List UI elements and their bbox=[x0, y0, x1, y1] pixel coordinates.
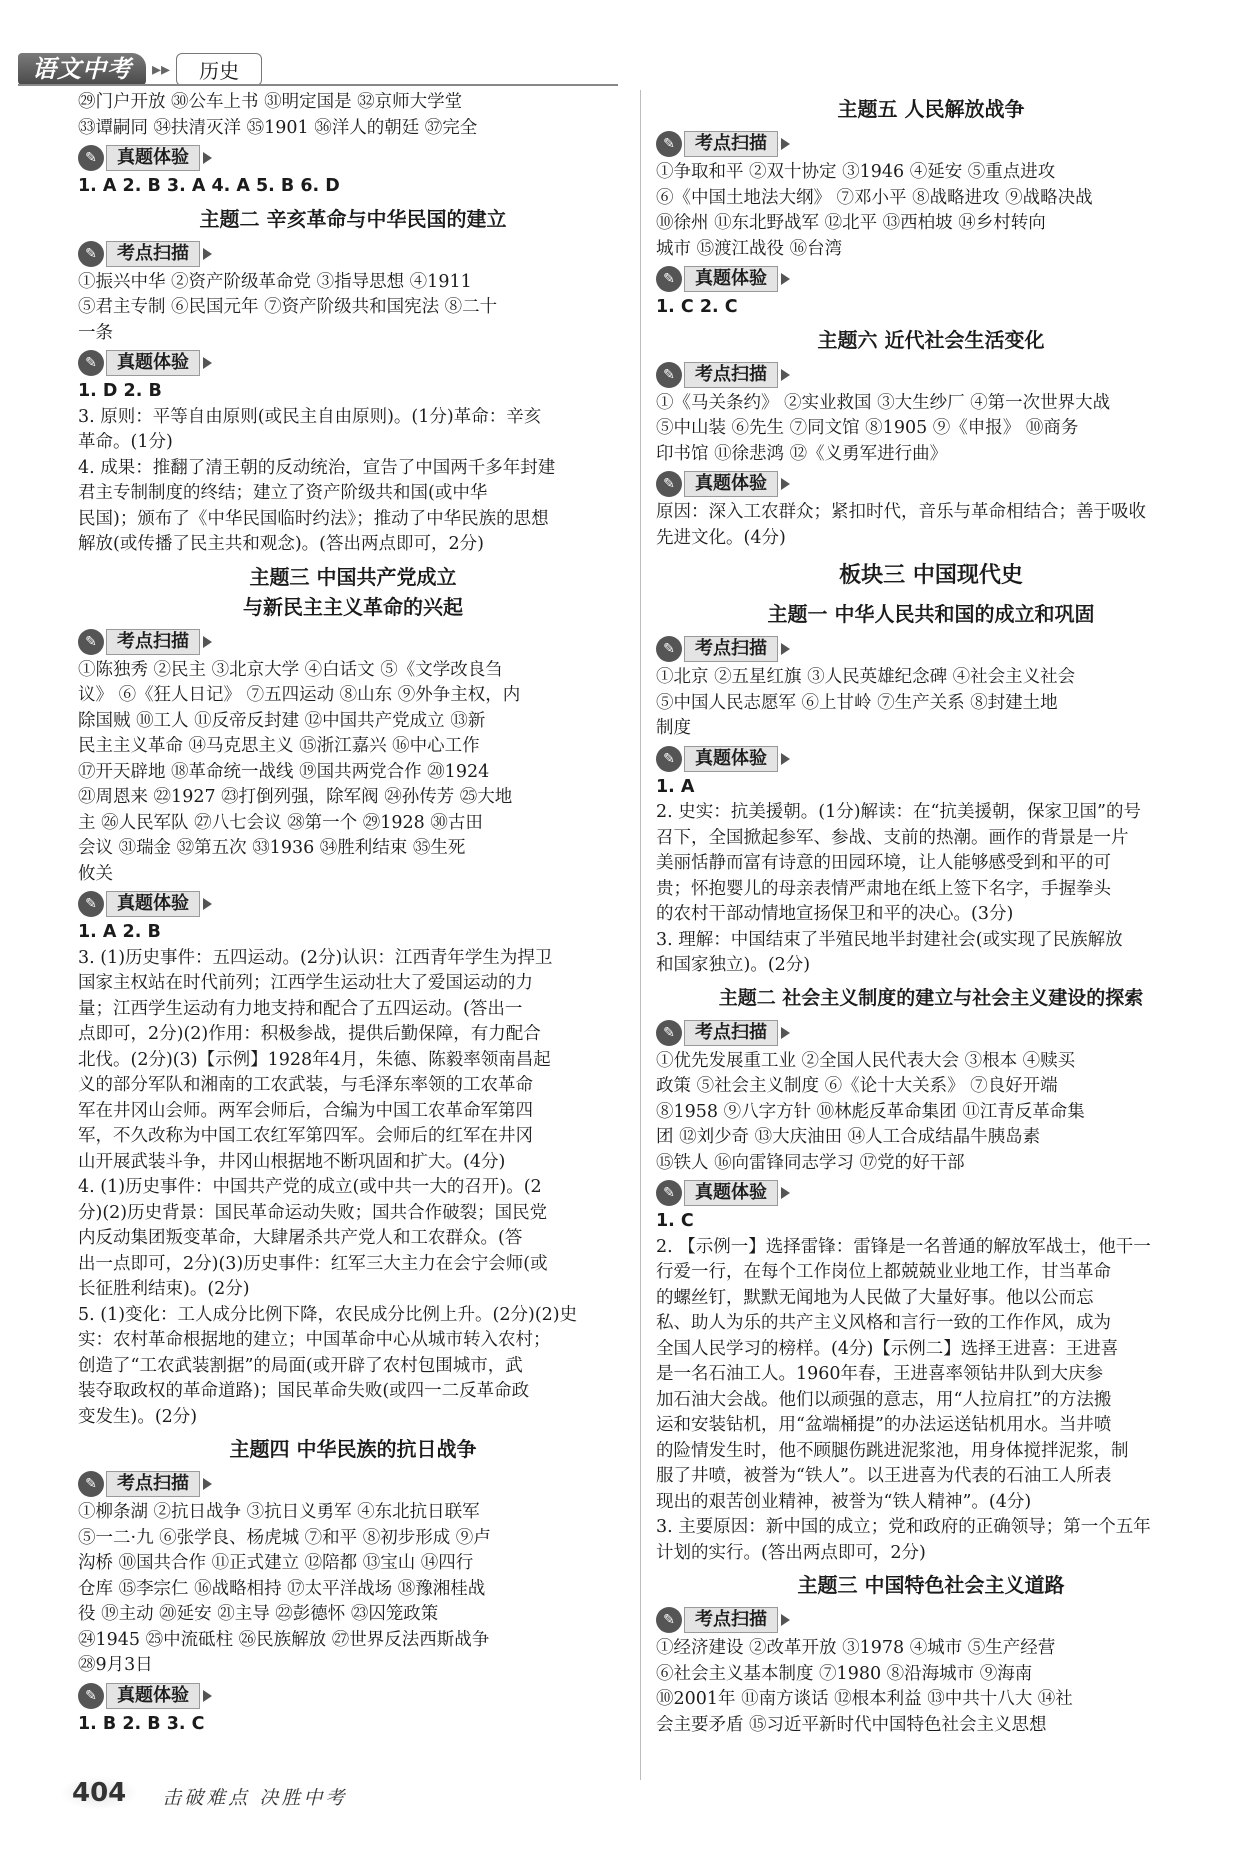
triangle-icon bbox=[781, 273, 790, 285]
text-line: ⑰开天辟地 ⑱革命统一战线 ⑲国共两党合作 ⑳1924 bbox=[78, 761, 490, 782]
text-line: 会议 ㉛瑞金 ㉜第五次 ㉝1936 ㉞胜利结束 ㉟生死 bbox=[78, 838, 466, 858]
section-tag-exp bbox=[78, 349, 628, 377]
text-line: 的螺丝钉，默默无闻地为人民做了大量好事。他以公而忘 bbox=[656, 1287, 1094, 1308]
text-line: ⑧1958 ⑨八字方针 ⑩林彪反革命集团 ⑪江青反革命集 bbox=[656, 1101, 1085, 1122]
text-line: 军，不久改称为中国工农红军第四军。会师后的红军在井冈 bbox=[78, 1126, 533, 1146]
triangle-icon bbox=[781, 753, 790, 765]
text-line: ⑥社会主义基本制度 ⑦1980 ⑧沿海城市 ⑨海南 bbox=[656, 1663, 1033, 1684]
pen-icon: ✎ bbox=[656, 131, 682, 157]
triangle-icon bbox=[203, 357, 212, 369]
pen-icon: ✎ bbox=[78, 1683, 104, 1709]
text-line: 实：农村革命根据地的建立；中国革命中心从城市转入农村； bbox=[78, 1330, 551, 1350]
pen-icon: ✎ bbox=[78, 891, 104, 917]
text-line: 贵；怀抱婴儿的母亲表情严肃地在纸上签下名字，手握拳头 bbox=[656, 878, 1111, 899]
subject-label: 历史 bbox=[176, 53, 262, 86]
text-line: 4. 成果：推翻了清王朝的反动统治，宣告了中国两千多年封建 bbox=[78, 457, 556, 478]
triangle-icon bbox=[203, 152, 212, 164]
page-footer bbox=[60, 1776, 347, 1810]
pen-icon: ✎ bbox=[656, 362, 682, 388]
triangle-icon bbox=[203, 1690, 212, 1702]
text-line: ㉔1945 ㉕中流砥柱 ㉖民族解放 ㉗世界反法西斯战争 bbox=[78, 1629, 490, 1650]
section-tag-scan bbox=[78, 1470, 628, 1498]
text-line: 攸关 bbox=[78, 863, 113, 884]
tag-label: 考点扫描 bbox=[684, 1607, 778, 1633]
triangle-icon bbox=[781, 1187, 790, 1199]
pen-icon: ✎ bbox=[78, 241, 104, 267]
text-line: 役 ⑲主动 ⑳延安 ㉑主导 ㉒彭德怀 ㉓囚笼政策 bbox=[78, 1604, 439, 1624]
text-line: 创造了“工农武装割据”的局面(或开辟了农村包围城市，武 bbox=[78, 1355, 523, 1376]
text-line: 一条 bbox=[78, 322, 113, 343]
section-tag-scan bbox=[78, 628, 628, 656]
text-line: ⑩徐州 ⑪东北野战军 ⑫北平 ⑬西柏坡 ⑭乡村转向 bbox=[656, 213, 1046, 233]
pen-icon: ✎ bbox=[78, 1471, 104, 1497]
text-line: 长征胜利结束)。(2分) bbox=[78, 1279, 250, 1299]
text-line: 解放(或传播了民主共和观念)。(答出两点即可，2分) bbox=[78, 534, 484, 554]
text-line: 内反动集团叛变革命，大肆屠杀共产党人和工农群众。(答 bbox=[78, 1228, 523, 1248]
topic-title: 主题三 中国特色社会主义道路 bbox=[797, 1573, 1065, 1597]
topic-title: 主题二 辛亥革命与中华民国的建立 bbox=[199, 206, 507, 231]
text-line: 点即可，2分)(2)作用：积极参战，提供后勤保障，有力配合 bbox=[78, 1024, 541, 1044]
tag-label: 真题体验 bbox=[106, 1683, 200, 1709]
pen-icon: ✎ bbox=[656, 1180, 682, 1206]
left-column bbox=[78, 90, 628, 1737]
tag-label: 考点扫描 bbox=[106, 1471, 200, 1497]
topic-title: 主题四 中华民族的抗日战争 bbox=[229, 1437, 477, 1461]
text-line: 全国人民学习的榜样。(4分)【示例二】选择王进喜：王进喜 bbox=[656, 1338, 1119, 1359]
text-line: 计划的实行。(答出两点即可，2分) bbox=[656, 1542, 926, 1563]
text-line: ㉑周恩来 ㉒1927 ㉓打倒列强，除军阀 ㉔孙传芳 ㉕大地 bbox=[78, 787, 513, 807]
section-tag-exp bbox=[656, 265, 1206, 293]
triangle-icon bbox=[781, 369, 790, 381]
pen-icon: ✎ bbox=[78, 350, 104, 376]
tag-label: 考点扫描 bbox=[684, 131, 778, 157]
tag-label: 真题体验 bbox=[684, 471, 778, 497]
text-line: 议》 ⑥《狂人日记》 ⑦五四运动 ⑧山东 ⑨外争主权，内 bbox=[78, 685, 521, 705]
section-tag-scan bbox=[656, 1606, 1206, 1634]
answer-line: 1. D 2. B bbox=[78, 381, 162, 401]
text-line: 服了井喷，被誉为“铁人”。以王进喜为代表的石油工人所表 bbox=[656, 1466, 1112, 1486]
header-rule bbox=[18, 84, 618, 86]
answer-line: 1. B 2. B 3. C bbox=[78, 1713, 205, 1734]
topic-title: 主题六 近代社会生活变化 bbox=[817, 327, 1045, 352]
arrow-right-icon: ▸▸ bbox=[152, 58, 171, 80]
tag-label: 考点扫描 bbox=[684, 636, 778, 662]
text-line: 运和安装钻机，用“盆端桶提”的办法运送钻机用水。当井喷 bbox=[656, 1415, 1112, 1435]
section-tag-exp bbox=[656, 1179, 1206, 1207]
pen-icon: ✎ bbox=[78, 629, 104, 655]
text-line: 3. 理解：中国结束了半殖民地半封建社会(或实现了民族解放 bbox=[656, 929, 1123, 950]
text-line: 北伐。(2分)(3)【示例】1928年4月，朱德、陈毅率领南昌起 bbox=[78, 1049, 551, 1070]
text-line: 军在井冈山会师。两军会师后，合编为中国工农革命军第四 bbox=[78, 1100, 533, 1121]
footer-slogan: 击破难点 决胜中考 bbox=[162, 1787, 348, 1809]
text-line: ㉝谭嗣同 ㉞扶清灭洋 ㉟1901 ㊱洋人的朝廷 ㊲完全 bbox=[78, 117, 478, 138]
text-line: ㉙门户开放 ㉚公车上书 ㉛明定国是 ㉜京师大学堂 bbox=[78, 92, 463, 112]
page-number: 404 bbox=[60, 1776, 138, 1810]
text-line: 山开展武装斗争，井冈山根据地不断巩固和扩大。(4分) bbox=[78, 1151, 506, 1172]
answer-line: 1. A bbox=[656, 776, 695, 797]
section-tag-exp bbox=[656, 745, 1206, 773]
text-line: ①经济建设 ②改革开放 ③1978 ④城市 ⑤生产经营 bbox=[656, 1638, 1056, 1658]
text-line: ①振兴中华 ②资产阶级革命党 ③指导思想 ④1911 bbox=[78, 271, 472, 292]
text-line: 民国)；颁布了《中华民国临时约法》；推动了中华民族的思想 bbox=[78, 508, 549, 529]
text-line: 君主专制制度的终结；建立了资产阶级共和国(或中华 bbox=[78, 483, 488, 503]
pen-icon: ✎ bbox=[656, 471, 682, 497]
topic-title: 主题五 人民解放战争 bbox=[837, 97, 1025, 121]
triangle-icon bbox=[781, 1614, 790, 1626]
pen-icon: ✎ bbox=[78, 145, 104, 171]
answer-line: 1. C bbox=[656, 1211, 694, 1231]
text-line: 美丽恬静而富有诗意的田园环境，让人能够感受到和平的可 bbox=[656, 853, 1111, 873]
text-line: 5. (1)变化：工人成分比例下降，农民成分比例上升。(2分)(2)史 bbox=[78, 1304, 578, 1325]
text-line: ①争取和平 ②双十协定 ③1946 ④延安 ⑤重点进攻 bbox=[656, 162, 1056, 182]
text-line: ⑤中山装 ⑥先生 ⑦同文馆 ⑧1905 ⑨《申报》 ⑩商务 bbox=[656, 418, 1079, 438]
triangle-icon bbox=[781, 643, 790, 655]
text-line: 4. (1)历史事件：中国共产党的成立(或中共一大的召开)。(2 bbox=[78, 1177, 542, 1197]
text-line: 召下，全国掀起参军、参战、支前的热潮。画作的背景是一片 bbox=[656, 827, 1129, 848]
section-tag-scan bbox=[78, 240, 628, 268]
text-line: ⑩2001年 ⑪南方谈话 ⑫根本利益 ⑬中共十八大 ⑭社 bbox=[656, 1689, 1073, 1709]
text-line: 3. (1)历史事件：五四运动。(2分)认识：江西青年学生为捍卫 bbox=[78, 947, 553, 968]
series-logo: 语文中考 bbox=[18, 53, 146, 85]
triangle-icon bbox=[203, 1478, 212, 1490]
tag-label: 真题体验 bbox=[684, 266, 778, 292]
text-line: 是一名石油工人。1960年春，王进喜率领钻井队到大庆参 bbox=[656, 1364, 1104, 1384]
triangle-icon bbox=[781, 478, 790, 490]
pen-icon: ✎ bbox=[656, 636, 682, 662]
section-tag-scan bbox=[656, 361, 1206, 389]
text-line: 现出的艰苦创业精神，被誉为“铁人精神”。(4分) bbox=[656, 1491, 1032, 1512]
answer-line: 1. A 2. B bbox=[78, 922, 161, 942]
text-line: ①陈独秀 ②民主 ③北京大学 ④白话文 ⑤《文学改良刍 bbox=[78, 659, 503, 680]
answer-line: 1. A 2. B 3. A 4. A 5. B 6. D bbox=[78, 176, 340, 196]
triangle-icon bbox=[781, 138, 790, 150]
section-tag-scan bbox=[656, 635, 1206, 663]
page-header bbox=[18, 52, 262, 86]
triangle-icon bbox=[203, 898, 212, 910]
pen-icon: ✎ bbox=[656, 266, 682, 292]
text-line: ⑮铁人 ⑯向雷锋同志学习 ⑰党的好干部 bbox=[656, 1152, 965, 1173]
topic-title: 主题二 社会主义制度的建立与社会主义建设的探索 bbox=[718, 986, 1144, 1009]
text-line: 沟桥 ⑩国共合作 ⑪正式建立 ⑫陪都 ⑬宝山 ⑭四行 bbox=[78, 1553, 474, 1573]
text-line: 的险情发生时，他不顾腿伤跳进泥浆池，用身体搅拌泥浆，制 bbox=[656, 1440, 1129, 1461]
tag-label: 真题体验 bbox=[106, 350, 200, 376]
text-line: 先进文化。(4分) bbox=[656, 527, 786, 548]
column-divider bbox=[640, 90, 641, 1780]
tag-label: 考点扫描 bbox=[106, 241, 200, 267]
pen-icon: ✎ bbox=[656, 746, 682, 772]
answer-line: 1. C 2. C bbox=[656, 297, 738, 317]
text-line: 3. 原则：平等自由原则(或民主自由原则)。(1分)革命：辛亥 bbox=[78, 406, 542, 427]
text-line: ㉘9月3日 bbox=[78, 1655, 153, 1675]
pen-icon: ✎ bbox=[656, 1020, 682, 1046]
text-line: 分)(2)历史背景：国民革命运动失败；国共合作破裂；国民党 bbox=[78, 1202, 548, 1223]
topic-title: 主题三 中国共产党成立 bbox=[249, 564, 457, 589]
text-line: ①北京 ②五星红旗 ③人民英雄纪念碑 ④社会主义社会 bbox=[656, 667, 1076, 687]
pen-icon: ✎ bbox=[656, 1607, 682, 1633]
block-title: 板块三 中国现代史 bbox=[839, 563, 1023, 588]
text-line: 量；江西学生运动有力地支持和配合了五四运动。(答出一 bbox=[78, 998, 523, 1019]
text-line: ①优先发展重工业 ②全国人民代表大会 ③根本 ④赎买 bbox=[656, 1050, 1076, 1071]
section-tag-exp bbox=[78, 1682, 628, 1710]
text-line: ⑥《中国土地法大纲》 ⑦邓小平 ⑧战略进攻 ⑨战略决战 bbox=[656, 187, 1093, 208]
triangle-icon bbox=[203, 636, 212, 648]
text-line: 仓库 ⑮李宗仁 ⑯战略相持 ⑰太平洋战场 ⑱豫湘桂战 bbox=[78, 1578, 486, 1599]
text-line: 变发生)。(2分) bbox=[78, 1406, 198, 1427]
text-line: ⑤君主专制 ⑥民国元年 ⑦资产阶级共和国宪法 ⑧二十 bbox=[78, 297, 498, 317]
text-line: 革命。(1分) bbox=[78, 432, 173, 452]
text-line: 原因：深入工农群众；紧扣时代，音乐与革命相结合；善于吸收 bbox=[656, 502, 1146, 522]
tag-label: 考点扫描 bbox=[684, 362, 778, 388]
topic-subtitle: 与新民主主义革命的兴起 bbox=[243, 594, 463, 619]
text-line: 会主要矛盾 ⑮习近平新时代中国特色社会主义思想 bbox=[656, 1714, 1047, 1735]
text-line: 装夺取政权的革命道路)；国民革命失败(或四一二反革命政 bbox=[78, 1381, 530, 1401]
text-line: 印书馆 ⑪徐悲鸿 ⑫《义勇军进行曲》 bbox=[656, 443, 948, 464]
text-line: ⑤中国人民志愿军 ⑥上甘岭 ⑦生产关系 ⑧封建土地 bbox=[656, 692, 1058, 713]
tag-label: 真题体验 bbox=[684, 1180, 778, 1206]
text-line: ①柳条湖 ②抗日战争 ③抗日义勇军 ④东北抗日联军 bbox=[78, 1502, 480, 1522]
text-line: 2. 【示例一】选择雷锋：雷锋是一名普通的解放军战士，他干一 bbox=[656, 1236, 1151, 1257]
text-line: 2. 史实：抗美援朝。(1分)解读：在“抗美援朝，保家卫国”的号 bbox=[656, 802, 1141, 822]
text-line: 私、助人为乐的共产主义风格和言行一致的工作作风，成为 bbox=[656, 1313, 1111, 1333]
text-line: 团 ⑫刘少奇 ⑬大庆油田 ⑭人工合成结晶牛胰岛素 bbox=[656, 1127, 1041, 1147]
tag-label: 真题体验 bbox=[684, 746, 778, 772]
section-tag-scan bbox=[656, 130, 1206, 158]
text-line: 和国家独立)。(2分) bbox=[656, 955, 811, 975]
triangle-icon bbox=[781, 1027, 790, 1039]
text-line: 主 ㉖人民军队 ㉗八七会议 ㉘第一个 ㉙1928 ㉚古田 bbox=[78, 812, 483, 833]
text-line: 的农村干部动情地宣扬保卫和平的决心。(3分) bbox=[656, 904, 1014, 924]
tag-label: 真题体验 bbox=[106, 891, 200, 917]
right-column bbox=[656, 90, 1206, 1738]
triangle-icon bbox=[203, 248, 212, 260]
section-tag-exp bbox=[78, 144, 628, 172]
text-line: 国家主权站在时代前列；江西学生运动壮大了爱国运动的力 bbox=[78, 973, 533, 993]
text-line: 政策 ⑤社会主义制度 ⑥《论十大关系》 ⑦良好开端 bbox=[656, 1076, 1058, 1096]
text-line: 出一点即可，2分)(3)历史事件：红军三大主力在会宁会师(或 bbox=[78, 1253, 548, 1274]
text-line: 3. 主要原因：新中国的成立；党和政府的正确领导；第一个五年 bbox=[656, 1517, 1151, 1537]
text-line: 城市 ⑮渡江战役 ⑯台湾 bbox=[656, 238, 843, 259]
text-line: 民主主义革命 ⑭马克思主义 ⑮浙江嘉兴 ⑯中心工作 bbox=[78, 736, 480, 756]
text-line: ⑤一二·九 ⑥张学良、杨虎城 ⑦和平 ⑧初步形成 ⑨卢 bbox=[78, 1527, 491, 1548]
text-line: ①《马关条约》 ②实业救国 ③大生纱厂 ④第一次世界大战 bbox=[656, 392, 1111, 413]
text-line: 加石油大会战。他们以顽强的意志，用“人拉肩扛”的方法搬 bbox=[656, 1389, 1112, 1410]
topic-title: 主题一 中华人民共和国的成立和巩固 bbox=[767, 602, 1095, 626]
tag-label: 真题体验 bbox=[106, 145, 200, 171]
section-tag-exp bbox=[78, 890, 628, 918]
text-line: 制度 bbox=[656, 718, 691, 738]
section-tag-scan bbox=[656, 1019, 1206, 1047]
text-line: 行爱一行，在每个工作岗位上都兢兢业业地工作，甘当革命 bbox=[656, 1262, 1111, 1282]
text-line: 义的部分军队和湘南的工农武装，与毛泽东率领的工农革命 bbox=[78, 1075, 533, 1095]
text-line: 除国贼 ⑩工人 ⑪反帝反封建 ⑫中国共产党成立 ⑬新 bbox=[78, 710, 486, 731]
section-tag-exp bbox=[656, 470, 1206, 498]
tag-label: 考点扫描 bbox=[684, 1020, 778, 1046]
tag-label: 考点扫描 bbox=[106, 629, 200, 655]
